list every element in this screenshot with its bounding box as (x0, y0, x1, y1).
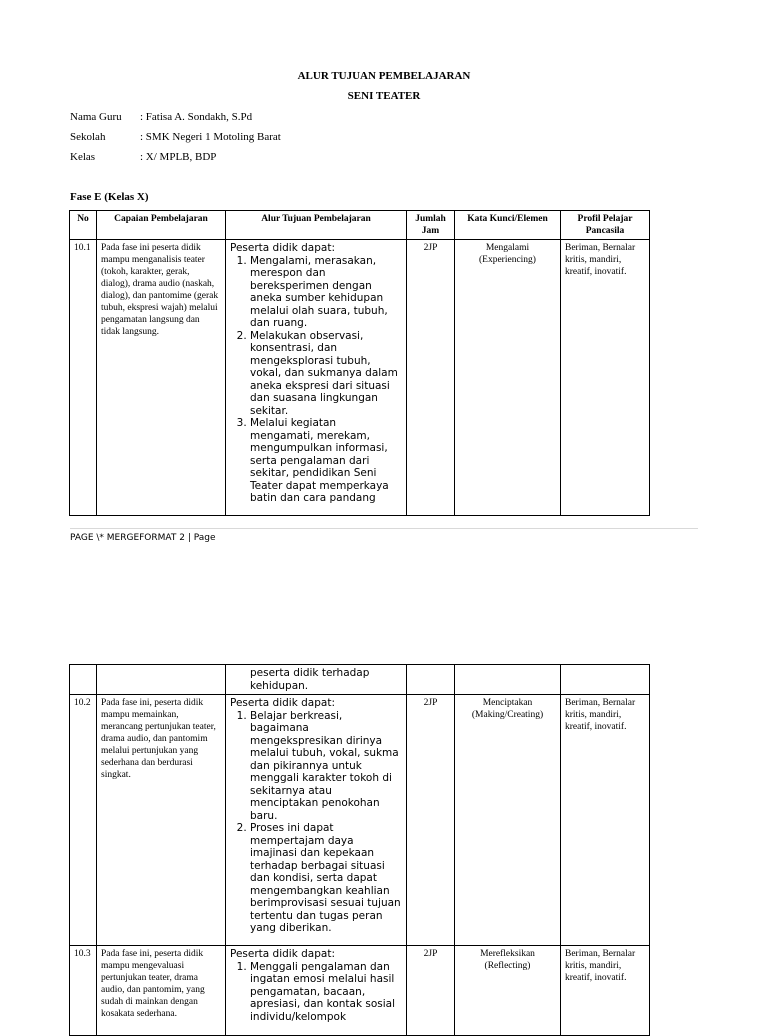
jumlah-jam-cell: 2JP (407, 946, 455, 1036)
meta-value: : X/ MPLB, BDP (140, 151, 217, 163)
atp-list (230, 961, 402, 1024)
meta-label: Nama Guru (70, 111, 122, 123)
list-item: 3. Melalui kegiatan mengamati, merekam, mengumpulkan informasi, serta pengalaman dari sekitar, pendidikan Seni Teater dapat memperkaya batin dan cara pandang (250, 417, 402, 505)
header-no: No (70, 211, 97, 240)
header-profil: Profil Pelajar Pancasila (561, 211, 650, 240)
table-row-continued (70, 665, 650, 695)
empty-cell (455, 665, 561, 695)
alur-tujuan-cell (226, 240, 407, 516)
meta-row-teacher (0, 111, 768, 125)
atp-table-page2 (69, 664, 650, 1036)
meta-row-school (0, 131, 768, 145)
kata-kunci-cell: Menciptakan (Making/Creating) (455, 695, 561, 946)
row-number: 10.2 (70, 695, 97, 946)
fase-heading: Fase E (Kelas X) (70, 191, 149, 203)
empty-cell (70, 665, 97, 695)
capaian-cell: Pada fase ini, peserta didik mampu memainkan, merancang pertunjukan teater, drama audio, dan pantomim melalui pertunjukan yang sederhana dan berdurasi singkat. (97, 695, 226, 946)
page-footer: PAGE \* MERGEFORMAT 2 | Page (70, 533, 216, 543)
profil-cell: Beriman, Bernalar kritis, mandiri, kreatif, inovatif. (561, 240, 650, 516)
list-item: 1. Menggali pengalaman dan ingatan emosi melalui hasil pengamatan, bacaan, apresiasi, dan kontak sosial individu/kelompok (250, 961, 402, 1024)
footer-divider (70, 528, 698, 529)
meta-label: Kelas (70, 151, 96, 163)
atp-list (230, 710, 402, 935)
empty-cell (561, 665, 650, 695)
meta-value: : Fatisa A. Sondakh, S.Pd (140, 111, 253, 123)
alur-tujuan-cell (226, 695, 407, 946)
list-item: 2. Proses ini dapat mempertajam daya imajinasi dan kepekaan terhadap berbagai situasi dan kondisi, serta dapat mengembangkan keahlian berimprovisasi sesuai tujuan tertentu dan tugas peran yang diberikan. (250, 822, 402, 935)
meta-value: : SMK Negeri 1 Motoling Barat (140, 131, 281, 143)
table-header-row (70, 211, 650, 240)
header-jumlah-jam: Jumlah Jam (407, 211, 455, 240)
profil-cell: Beriman, Bernalar kritis, mandiri, kreatif, inovatif. (561, 695, 650, 946)
empty-cell (407, 665, 455, 695)
kata-kunci-cell: Mengalami (Experiencing) (455, 240, 561, 516)
kata-kunci-cell: Merefleksikan (Reflecting) (455, 946, 561, 1036)
table-row (70, 946, 650, 1036)
row-number: 10.1 (70, 240, 97, 516)
empty-cell (97, 665, 226, 695)
atp-intro: Peserta didik dapat: (230, 948, 335, 960)
header-capaian: Capaian Pembelajaran (97, 211, 226, 240)
table-row (70, 695, 650, 946)
meta-row-class (0, 151, 768, 165)
profil-cell: Beriman, Bernalar kritis, mandiri, kreatif, inovatif. (561, 946, 650, 1036)
table-row (70, 240, 650, 516)
document-subtitle: SENI TEATER (347, 90, 421, 102)
header-alur-tujuan: Alur Tujuan Pembelajaran (226, 211, 407, 240)
jumlah-jam-cell: 2JP (407, 695, 455, 946)
capaian-cell: Pada fase ini, peserta didik mampu mengevaluasi pertunjukan teater, drama audio, dan pantomim, yang sudah di mainkan dengan kosakata sederhana. (97, 946, 226, 1036)
row-number: 10.3 (70, 946, 97, 1036)
capaian-cell: Pada fase ini peserta didik mampu menganalisis teater (tokoh, karakter, gerak, dialog), drama audio (naskah, dialog), dan pantomime (gerak tubuh, ekspresi wajah) melalui pengamatan langsung dan tidak langsung. (97, 240, 226, 516)
atp-intro: Peserta didik dapat: (230, 697, 335, 709)
header-kata-kunci: Kata Kunci/Elemen (455, 211, 561, 240)
alur-tujuan-cell (226, 946, 407, 1036)
meta-label: Sekolah (70, 131, 106, 143)
atp-intro: Peserta didik dapat: (230, 242, 335, 254)
list-item: 2. Melakukan observasi, konsentrasi, dan mengeksplorasi tubuh, vokal, dan sukmanya dalam aneka ekspresi dari situasi dan suasana lingkungan sekitar. (250, 330, 402, 418)
document-title: ALUR TUJUAN PEMBELAJARAN (297, 70, 471, 82)
atp-table-page1 (69, 210, 650, 516)
list-item: 1. Belajar berkreasi, bagaimana mengekspresikan dirinya melalui tubuh, vokal, sukma dan pikirannya untuk menggali karakter tokoh di sekitarnya atau menciptakan penokohan baru. (250, 710, 402, 823)
continued-text: peserta didik terhadap kehidupan. (226, 665, 407, 695)
jumlah-jam-cell: 2JP (407, 240, 455, 516)
list-item: 1. Mengalami, merasakan, merespon dan bereksperimen dengan aneka sumber kehidupan melalui olah suara, tubuh, dan ruang. (250, 255, 402, 330)
atp-list (230, 255, 402, 505)
